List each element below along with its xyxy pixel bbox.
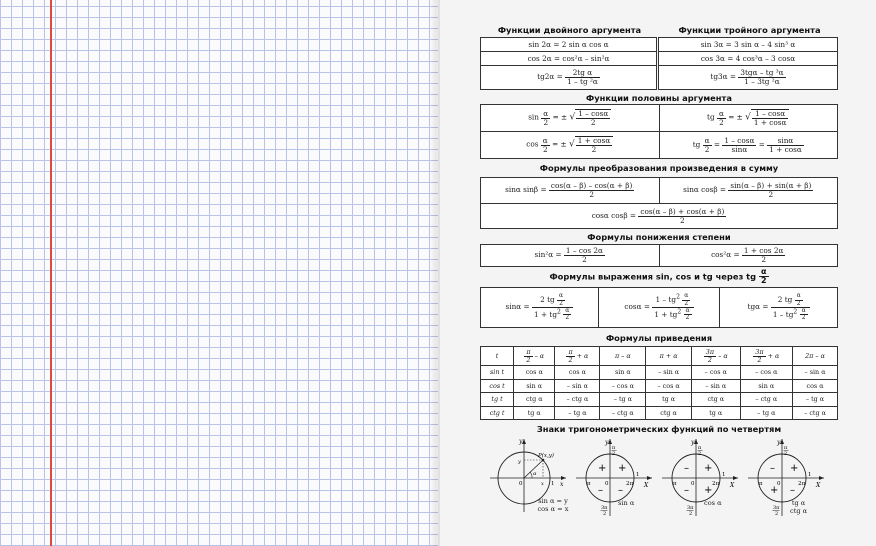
tg-half-lhs: tg	[707, 113, 715, 122]
tan-half-heading-num: α	[759, 268, 769, 277]
tg-half2-lhs: tg	[692, 140, 701, 149]
half-arg-den: 2	[542, 144, 548, 154]
y-arrow-icon	[780, 439, 784, 444]
sin-sin-num: cos(α – β) – cos(α + β)	[550, 181, 633, 191]
one-label: 1	[722, 472, 726, 478]
sin-cos-fraction	[728, 182, 813, 198]
product-to-sum-table	[480, 177, 838, 229]
reduction-header-5	[691, 347, 740, 366]
header-fraction-den: 2	[757, 355, 762, 364]
y-axis-label: y	[519, 438, 523, 445]
equals-sign: =	[758, 140, 765, 149]
reduction-cell: – tg α	[555, 406, 600, 420]
y-proj-label: y	[518, 459, 521, 465]
sin-cos-lhs: sinα cosβ =	[683, 185, 727, 195]
formula-sin-cos	[659, 178, 838, 204]
two: 2	[684, 299, 689, 307]
half-arg-num: α	[542, 135, 548, 145]
quadrant-sign: –	[790, 485, 795, 496]
reduction-cell: – tg α	[600, 393, 646, 407]
reduction-cell: tg α	[646, 393, 692, 407]
tg2a-denominator: 1 – tg ²α	[567, 77, 598, 86]
tg-tg-num	[771, 293, 810, 308]
cos-half-arg	[541, 137, 550, 153]
header-fraction-den: 2	[526, 355, 531, 364]
sin-signs-diagram	[574, 436, 654, 520]
one-label: 1	[808, 472, 812, 478]
heading-quadrant-signs: Знаки тригонометрических функций по четвертям	[536, 424, 782, 434]
pi-half-den: 2	[784, 451, 788, 457]
heading-power-reduction: Формулы понижения степени	[587, 232, 731, 242]
quadrant-sign: –	[684, 463, 689, 474]
sin-cos-den: 2	[768, 190, 774, 199]
reduction-cell: – ctg α	[740, 393, 793, 407]
formula-cos-squared	[659, 245, 838, 267]
sin-cos-num: sin(α – β) + sin(α + β)	[730, 181, 812, 191]
tg-half3-den: 1 + cosα	[769, 144, 802, 154]
two: 2	[565, 314, 570, 322]
sin-half-lhs: sin	[528, 113, 539, 122]
tg-half2-num: 1 – cosα	[724, 135, 755, 145]
two: 2	[559, 299, 563, 307]
sin-tg-num	[532, 293, 573, 308]
pi-half-num: π	[612, 445, 616, 451]
half-argument-table	[480, 104, 838, 159]
origin-label: 0	[691, 481, 695, 487]
caption-cos-x: cos α = x	[537, 504, 569, 513]
formula-cos2a: cos 2α = cos²α – sin²α	[481, 52, 657, 66]
reduction-header-4: π + α	[646, 347, 692, 366]
alpha: α	[684, 292, 689, 300]
root-icon: √	[745, 113, 751, 123]
reduction-row-label: cos t	[481, 379, 514, 393]
one-label: 1	[636, 472, 640, 478]
tg3a-numerator: 3tgα – tg ³α	[740, 68, 784, 78]
unit-circle-caption	[528, 498, 578, 513]
cos-tg-num	[652, 293, 693, 308]
formula-sin-sin	[481, 178, 660, 204]
formula-tg-half-ratio	[659, 132, 838, 159]
sin-sin-fraction	[549, 182, 634, 198]
cos-sq-num: 1 + cos 2α	[743, 246, 784, 256]
cos-cos-lhs: cosα cosβ =	[591, 211, 637, 220]
caption-line: sin α	[618, 499, 635, 507]
header-fraction-num: π	[568, 347, 573, 356]
header-fraction	[524, 349, 532, 363]
tg-half2-fraction	[722, 137, 756, 153]
reduction-header-7: 2π – α	[793, 347, 838, 366]
reduction-cell: – ctg α	[600, 406, 646, 420]
caption-line: ctg α	[790, 506, 808, 515]
sin-sin-den: 2	[589, 190, 594, 199]
three-pi-half-den: 2	[775, 511, 779, 517]
den-plus-text: 1 + tg	[654, 309, 678, 319]
reduction-cell: tg α	[514, 406, 555, 420]
reduction-cell: cos α	[555, 366, 600, 380]
reduction-header-t: t	[481, 347, 514, 366]
alpha: α	[796, 292, 801, 300]
tan-half-heading-text: Формулы выражения sin, cos и tg через tg	[549, 271, 757, 282]
header-fraction-den: 2	[707, 355, 712, 364]
pi-half-num: π	[784, 445, 788, 451]
table-row	[481, 366, 838, 380]
reduction-cell: – tg α	[793, 393, 838, 407]
reduction-cell: – tg α	[740, 406, 793, 420]
half-arg-num: α	[718, 108, 724, 118]
formula-tg2a	[481, 66, 657, 90]
tg3a-denominator: 1 – 3tg ²α	[744, 77, 780, 86]
reduction-cell: sin α	[740, 379, 793, 393]
caption-line: tg α	[791, 499, 806, 507]
cos-signs-diagram-caption	[704, 500, 722, 508]
x-arrow-icon	[647, 476, 652, 480]
formula-cos-via-tg	[598, 288, 719, 328]
x-axis-label: x	[560, 481, 564, 488]
three-pi-half-num: 3π	[687, 505, 694, 511]
origin-label: 0	[605, 481, 609, 487]
reduction-cell: – ctg α	[793, 406, 838, 420]
tg-tg-fraction	[771, 293, 810, 321]
cos-sq-lhs: cos²α =	[711, 250, 740, 260]
origin-label: 0	[519, 481, 523, 487]
square: 2	[557, 308, 561, 316]
square: 2	[677, 308, 682, 316]
cos-half-rad-num: 1 + cosα	[577, 136, 611, 146]
point-label: P(x,y)	[538, 453, 554, 459]
two: 2	[685, 314, 690, 322]
reduction-cell: – sin α	[555, 379, 600, 393]
cos-tg-lhs: cosα =	[624, 302, 650, 312]
tg3a-fraction	[738, 69, 785, 85]
reduction-cell: – ctg α	[555, 393, 600, 407]
sin-tg-num-text: 2 tg	[540, 295, 555, 305]
formula-sin-squared	[481, 245, 660, 267]
pi-half-num: π	[698, 445, 702, 451]
header-fraction-num: 3π	[755, 347, 764, 356]
half-arg-den: 2	[704, 144, 710, 154]
formula-sin3a: sin 3α = 3 sin α – 4 sin³ α	[659, 38, 838, 52]
sin-sin-lhs: sinα sinβ =	[505, 185, 547, 195]
tg-ctg-signs-diagram	[746, 436, 826, 520]
pi-half-den: 2	[698, 451, 702, 457]
formula-cos3a: cos 3α = 4 cos³α – 3 cosα	[659, 52, 838, 66]
header-fraction	[704, 349, 716, 363]
den-plus-text: 1 + tg	[534, 309, 557, 319]
x-proj-label: x	[541, 481, 544, 487]
reduction-cell: sin α	[600, 366, 646, 380]
cos-cos-fraction	[638, 208, 726, 224]
three-pi-half-den: 2	[689, 511, 693, 517]
quadrant-sign: –	[684, 485, 689, 496]
header-fraction-num: 3π	[705, 347, 715, 356]
reduction-cell: ctg α	[514, 393, 555, 407]
reduction-cell: – sin α	[793, 366, 838, 380]
quadrant-sign: +	[618, 463, 627, 474]
pi-label: π	[673, 481, 677, 487]
reduction-cell: – cos α	[740, 366, 793, 380]
cos-half-rad-den: 2	[591, 145, 597, 154]
sin-half-radicand	[575, 109, 611, 126]
reduction-header-6	[740, 347, 793, 366]
tg-half2-arg	[703, 137, 712, 153]
tg-half-radicand	[751, 109, 790, 126]
alpha-label: α	[533, 471, 537, 477]
point-marker	[542, 459, 545, 462]
x-axis-label: X	[730, 482, 735, 489]
square: 2	[793, 308, 798, 316]
reduction-row-label: tg t	[481, 393, 514, 407]
tg-half-rad-num: 1 – cosα	[752, 110, 789, 119]
reduction-cell: sin α	[514, 379, 555, 393]
tg-half2-den: sinα	[731, 144, 748, 154]
header-fraction-num: π	[526, 347, 531, 356]
cos-half-sign: = ±	[552, 140, 567, 149]
cos-sq-den: 2	[761, 255, 766, 264]
quadrant-sign: +	[598, 463, 607, 474]
y-arrow-icon	[522, 439, 526, 444]
tg2a-lhs: tg2α =	[537, 72, 563, 82]
header-fraction-den: 2	[568, 355, 573, 364]
heading-half-argument: Функции половины аргумента	[586, 93, 732, 103]
three-pi-half-den: 2	[603, 511, 607, 517]
alpha: α	[801, 307, 806, 314]
table-row	[481, 406, 838, 420]
reduction-cell: ctg α	[646, 406, 692, 420]
quadrant-sign: +	[704, 463, 713, 474]
two-pi-label: 2π	[712, 481, 720, 487]
half-arg-den: 2	[719, 117, 724, 127]
three-pi-half-num: 3π	[601, 505, 608, 511]
square: 2	[676, 293, 680, 301]
half-arg-den: 2	[543, 117, 549, 127]
reduction-header-1	[514, 347, 555, 366]
header-fraction	[753, 349, 765, 363]
y-axis-label: y	[691, 439, 695, 446]
formula-cos-half	[481, 132, 660, 159]
header-fraction	[566, 349, 574, 363]
formula-cos-cos	[481, 204, 838, 229]
sin-tg-lhs: sinα =	[505, 302, 530, 312]
two-pi-label: 2π	[626, 481, 634, 487]
reduction-cell: – sin α	[691, 379, 740, 393]
tg3a-lhs: tg3α =	[710, 72, 737, 82]
cos-cos-den: 2	[680, 215, 685, 225]
heading-reduction: Формулы приведения	[605, 333, 713, 343]
pi-label: π	[759, 481, 763, 487]
cos-half-radicand	[575, 136, 614, 153]
quadrant-sign: +	[704, 485, 713, 496]
angle-arc	[530, 472, 532, 478]
tg-tg-num-text: 2 tg	[777, 295, 793, 305]
tg-tg-lhs: tgα =	[747, 302, 769, 312]
reduction-header-3: π – α	[600, 347, 646, 366]
x-arrow-icon	[819, 476, 824, 480]
one-label: 1	[551, 481, 555, 487]
red-margin-line	[50, 0, 52, 546]
tan-half-heading-fraction	[759, 268, 769, 286]
three-pi-half-num: 3π	[773, 505, 780, 511]
pi-label: π	[587, 481, 591, 487]
x-arrow-icon	[733, 476, 738, 480]
sin-sq-lhs: sin²α =	[534, 250, 562, 260]
quadrant-sign: +	[790, 463, 799, 474]
sin-half-rad-num: 1 – cosα	[578, 109, 609, 119]
y-axis-label: y	[605, 439, 609, 446]
x-arrow-icon	[561, 476, 566, 480]
cos-tg-fraction	[652, 293, 693, 321]
sin-tg-den	[532, 308, 573, 322]
triple-argument-table	[658, 37, 838, 90]
cos-tg-den	[652, 308, 693, 322]
quadrant-sign: –	[598, 485, 603, 496]
table-row	[481, 379, 838, 393]
y-axis-label: y	[777, 439, 781, 446]
cos-tg-num-text: 1 – tg	[655, 295, 677, 305]
tg2a-fraction	[565, 69, 600, 85]
x-axis-label: X	[644, 482, 649, 489]
caption-line: cos α	[704, 499, 722, 507]
quadrant-sign: +	[770, 485, 779, 496]
reduction-header-2	[555, 347, 600, 366]
header-fraction-rest: + α	[765, 352, 780, 360]
formula-tg-via-tg	[720, 288, 838, 328]
tan-half-heading-den: 2	[760, 276, 767, 286]
two-pi-label: 2π	[798, 481, 806, 487]
root-icon: √	[569, 113, 576, 123]
reduction-cell: tg α	[691, 406, 740, 420]
tg-half-sign: = ±	[728, 113, 743, 122]
formula-sin2a: sin 2α = 2 sin α cos α	[481, 38, 657, 52]
reduction-cell: ctg α	[691, 393, 740, 407]
alpha: α	[565, 307, 570, 314]
reduction-cell: – cos α	[600, 379, 646, 393]
pi-half-den: 2	[612, 451, 616, 457]
sin-sq-num: 1 – cos 2α	[565, 246, 603, 256]
table-row	[481, 393, 838, 407]
tg-ctg-signs-diagram-caption	[790, 500, 807, 515]
formula-tg3a	[659, 66, 838, 90]
cos-cos-num: cos(α – β) + cos(α + β)	[640, 206, 725, 216]
alpha: α	[685, 307, 690, 314]
sin-sq-fraction	[564, 247, 605, 263]
tg-half3-fraction	[767, 137, 804, 153]
half-arg-num: α	[543, 108, 549, 118]
formula-sin-half	[481, 105, 660, 132]
tan-half-table	[480, 287, 838, 328]
tg2a-numerator: 2tg α	[565, 69, 600, 78]
reduction-cell: cos α	[793, 379, 838, 393]
sin-half-arg	[541, 110, 550, 126]
header-fraction-rest: – α	[716, 352, 728, 360]
equals-sign: =	[713, 140, 721, 149]
tg-tg-den-text: 1 – tg	[772, 309, 794, 319]
header-fraction-rest: – α	[532, 352, 545, 360]
sin-half-rad-den: 2	[590, 118, 596, 127]
x-axis-label: X	[816, 482, 821, 489]
trig-reference-page	[440, 0, 876, 546]
sin-sq-den: 2	[582, 255, 587, 264]
power-reduction-table	[480, 244, 838, 267]
reduction-cell: cos α	[514, 366, 555, 380]
sin-tg-fraction	[532, 293, 573, 321]
two: 2	[796, 299, 801, 307]
cos-signs-diagram	[660, 436, 740, 520]
formula-tg-half-root	[659, 105, 838, 132]
double-argument-table	[480, 37, 657, 90]
heading-double-argument: Функции двойного аргумента	[497, 25, 642, 35]
y-arrow-icon	[608, 439, 612, 444]
reduction-cell: – cos α	[691, 366, 740, 380]
heading-product-to-sum: Формулы преобразования произведения в сумму	[539, 163, 779, 173]
y-arrow-icon	[694, 439, 698, 444]
sin-half-sign: = ±	[552, 113, 568, 122]
tg-half-rad-den: 1 + cosα	[753, 118, 787, 127]
half-arg-num: α	[704, 135, 710, 145]
reduction-row-label: ctg t	[481, 406, 514, 420]
caption-sin-y: sin α = y	[538, 497, 568, 505]
quadrant-sign: –	[618, 485, 623, 496]
origin-label: 0	[777, 481, 781, 487]
tg-half-arg	[717, 110, 726, 126]
heading-tan-half	[480, 268, 838, 286]
cos-sq-fraction	[742, 247, 786, 263]
reduction-cell: – cos α	[646, 379, 692, 393]
sin-signs-diagram-caption	[618, 500, 634, 508]
reduction-formulas-table	[480, 346, 838, 420]
cos-half-lhs: cos	[526, 140, 539, 149]
formula-sin-via-tg	[481, 288, 599, 328]
alpha: α	[559, 292, 564, 300]
reduction-row-label: sin t	[481, 366, 514, 380]
header-fraction-rest: + α	[574, 352, 589, 360]
root-icon: √	[568, 140, 575, 150]
tg-half3-num: sinα	[767, 137, 804, 146]
two: 2	[801, 314, 806, 322]
reduction-cell: – sin α	[646, 366, 692, 380]
heading-triple-argument: Функции тройного аргумента	[678, 25, 821, 35]
quadrant-sign: –	[770, 463, 775, 474]
tg-tg-den	[771, 308, 810, 322]
